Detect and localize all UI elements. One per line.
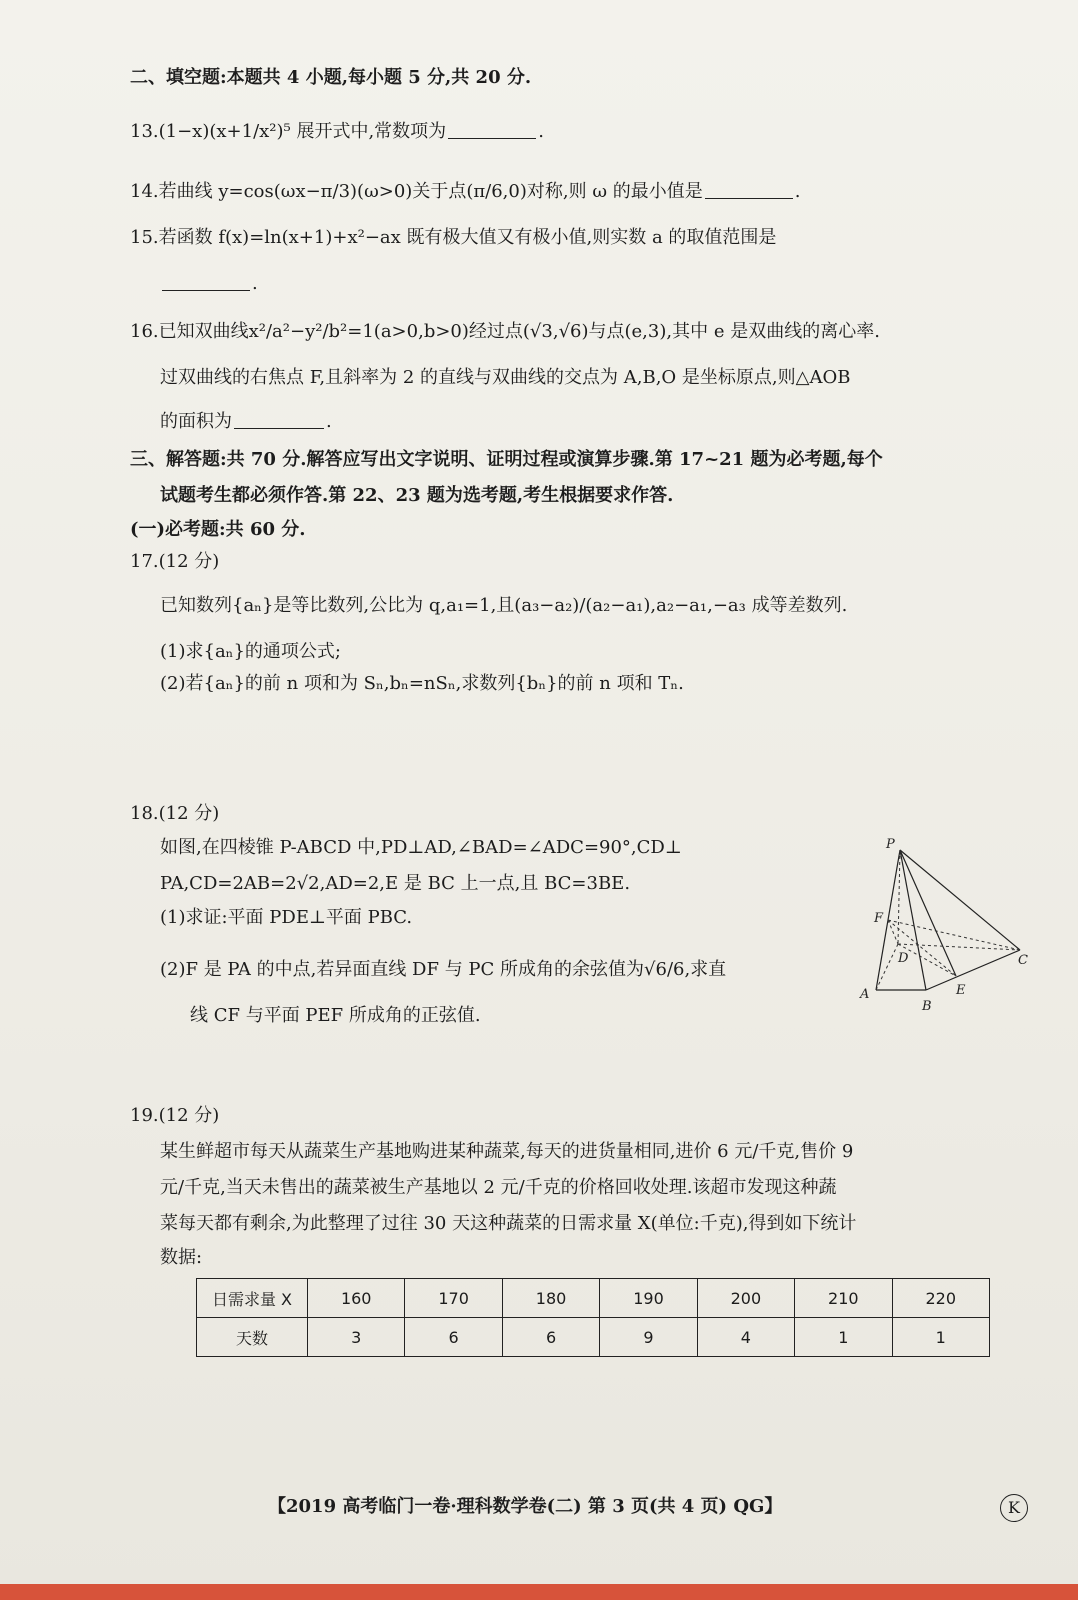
question-18-part1: (1)求证:平面 PDE⊥平面 PBC.: [160, 907, 413, 928]
label-C: C: [1018, 953, 1028, 968]
question-18-number: 18.(12 分): [130, 803, 220, 824]
demand-table: [196, 1278, 990, 1357]
table-cell: 6: [502, 1318, 599, 1357]
question-18-part2-cont: 线 CF 与平面 PEF 所成角的正弦值.: [190, 1005, 481, 1026]
section3-required: (一)必考题:共 60 分.: [130, 519, 306, 540]
table-row: [197, 1318, 990, 1357]
question-19-number: 19.(12 分): [130, 1105, 220, 1126]
question-16-line2: 过双曲线的右焦点 F,且斜率为 2 的直线与双曲线的交点为 A,B,O 是坐标原点,则△AOB: [160, 367, 851, 388]
edge-AD: [876, 944, 898, 990]
table-header-demand: 日需求量 X: [197, 1279, 308, 1318]
question-15-line2: [160, 272, 258, 296]
question-18-line1: 如图,在四棱锥 P-ABCD 中,PD⊥AD,∠BAD=∠ADC=90°,CD⊥: [160, 837, 682, 858]
table-cell: 190: [600, 1279, 697, 1318]
desk-edge: [0, 1584, 1078, 1600]
label-A: A: [860, 987, 870, 1002]
table-cell: 170: [405, 1279, 502, 1318]
label-E: E: [956, 983, 966, 998]
question-14: [130, 180, 800, 204]
question-14-text: 14.若曲线 y=cos(ωx−π/3)(ω>0)关于点(π/6,0)对称,则 ω 的最小值是: [130, 181, 703, 202]
page-footer: 【2019 高考临门一卷·理科数学卷(二) 第 3 页(共 4 页) QG】: [268, 1496, 783, 1517]
question-17-number: 17.(12 分): [130, 551, 220, 572]
pyramid-figure: [856, 838, 1032, 1018]
question-13: [130, 120, 544, 144]
edge-FC: [888, 920, 1020, 950]
question-18-part2: (2)F 是 PA 的中点,若异面直线 DF 与 PC 所成角的余弦值为√6/6,求直: [160, 959, 727, 980]
label-P: P: [886, 838, 895, 852]
edge-PD: [898, 850, 900, 944]
answer-blank-14: [705, 180, 793, 199]
label-B: B: [922, 999, 932, 1014]
table-row: [197, 1279, 990, 1318]
edge-PC: [900, 850, 1020, 950]
question-15-end: .: [252, 273, 258, 294]
answer-blank-13: [448, 120, 536, 139]
edge-PB: [900, 850, 926, 990]
question-18-line2: PA,CD=2AB=2√2,AD=2,E 是 BC 上一点,且 BC=3BE.: [160, 873, 631, 894]
question-19-line1: 某生鲜超市每天从蔬菜生产基地购进某种蔬菜,每天的进货量相同,进价 6 元/千克,售价 9: [160, 1141, 854, 1162]
question-15-line1: 15.若函数 f(x)=ln(x+1)+x²−ax 既有极大值又有极小值,则实数 a 的取值范围是: [130, 227, 777, 248]
table-header-days: 天数: [197, 1318, 308, 1357]
table-cell: 180: [502, 1279, 599, 1318]
section3-header-line1: 三、解答题:共 70 分.解答应写出文字说明、证明过程或演算步骤.第 17~21 题为必考题,每个: [130, 449, 883, 470]
table-cell: 3: [308, 1318, 405, 1357]
question-17-stem: 已知数列{aₙ}是等比数列,公比为 q,a₁=1,且(a₃−a₂)/(a₂−a₁),a₂−a₁,−a₃ 成等差数列.: [160, 595, 848, 616]
question-19-line3: 菜每天都有剩余,为此整理了过往 30 天这种蔬菜的日需求量 X(单位:千克),得到如下统计: [160, 1213, 857, 1234]
question-16-line3: [160, 410, 332, 434]
answer-blank-15: [162, 272, 250, 291]
table-cell: 160: [308, 1279, 405, 1318]
question-17-part1: (1)求{aₙ}的通项公式;: [160, 641, 341, 662]
question-14-end: .: [794, 181, 801, 202]
table-cell: 220: [892, 1279, 989, 1318]
table-cell: 1: [892, 1318, 989, 1357]
table-cell: 9: [600, 1318, 697, 1357]
edge-BC: [926, 950, 1020, 990]
question-17-part2: (2)若{aₙ}的前 n 项和为 Sₙ,bₙ=nSₙ,求数列{bₙ}的前 n 项和 Tₙ.: [160, 673, 684, 694]
table-cell: 4: [697, 1318, 794, 1357]
question-16-text: 的面积为: [160, 411, 232, 432]
question-13-text: 13.(1−x)(x+1/x²)⁵ 展开式中,常数项为: [130, 121, 447, 142]
label-D: D: [898, 951, 909, 966]
table-cell: 1: [795, 1318, 892, 1357]
question-19-line4: 数据:: [160, 1247, 203, 1268]
label-F: F: [874, 911, 884, 926]
question-19-line2: 元/千克,当天未售出的蔬菜被生产基地以 2 元/千克的价格回收处理.该超市发现这种蔬: [160, 1177, 837, 1198]
table-cell: 210: [795, 1279, 892, 1318]
question-16-line1: 16.已知双曲线x²/a²−y²/b²=1(a>0,b>0)经过点(√3,√6)与点(e,3),其中 e 是双曲线的离心率.: [130, 321, 880, 342]
section3-header-line2: 试题考生都必须作答.第 22、23 题为选考题,考生根据要求作答.: [160, 485, 674, 506]
table-cell: 200: [697, 1279, 794, 1318]
edge-DC: [898, 944, 1020, 950]
circled-k-mark: K: [1000, 1494, 1028, 1522]
answer-blank-16: [234, 410, 324, 429]
section2-header: 二、填空题:本题共 4 小题,每小题 5 分,共 20 分.: [130, 67, 532, 88]
table-cell: 6: [405, 1318, 502, 1357]
question-16-end: .: [326, 411, 332, 432]
question-13-end: .: [538, 121, 544, 142]
